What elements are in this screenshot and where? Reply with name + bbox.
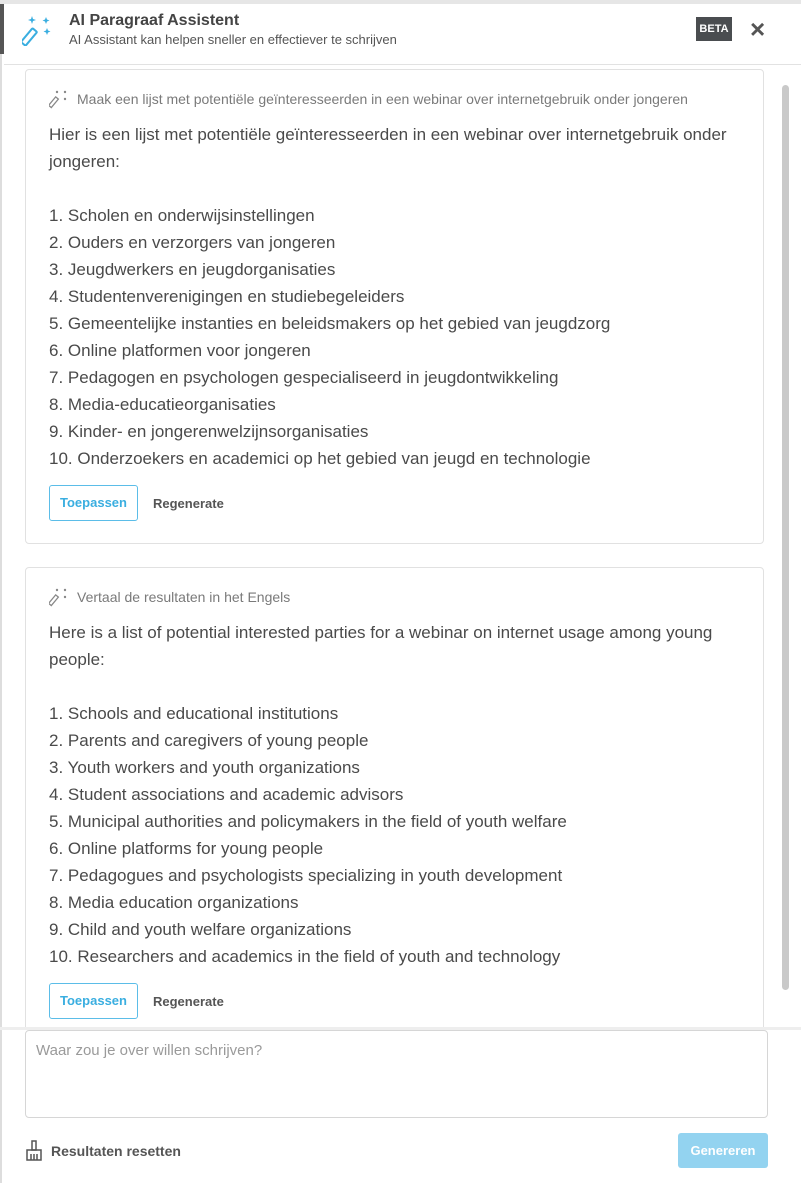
- result-card: [25, 567, 764, 1027]
- list-item: 6. Online platforms for young people: [49, 839, 324, 858]
- prompt-line: [49, 586, 741, 608]
- prompt-text: Maak een lijst met potentiële geïnteresseerden in een webinar over internetgebruik onder jongeren: [77, 91, 688, 107]
- prompt-input[interactable]: [25, 1030, 768, 1118]
- magic-wand-icon: [22, 14, 54, 46]
- list-item: 7. Pedagogen en psychologen gespecialiseerd in jeugdontwikkeling: [49, 368, 559, 387]
- beta-badge: BETA: [696, 17, 732, 41]
- list-item: 2. Ouders en verzorgers van jongeren: [49, 233, 336, 252]
- apply-button[interactable]: Toepassen: [49, 983, 138, 1019]
- list-item: 8. Media-educatieorganisaties: [49, 395, 276, 414]
- reset-results-button[interactable]: [24, 1140, 181, 1162]
- list-item: 6. Online platformen voor jongeren: [49, 341, 311, 360]
- regenerate-button[interactable]: Regenerate: [153, 495, 224, 511]
- list-item: 3. Youth workers and youth organizations: [49, 758, 360, 777]
- generate-button[interactable]: Genereren: [678, 1133, 768, 1168]
- panel-left-border: [0, 54, 2, 1183]
- result-card: [25, 69, 764, 544]
- list-item: 3. Jeugdwerkers en jeugdorganisaties: [49, 260, 336, 279]
- card-actions: [49, 983, 741, 1019]
- card-actions: [49, 485, 741, 521]
- scrollbar-thumb[interactable]: [782, 85, 789, 990]
- response-intro: Here is a list of potential interested parties for a webinar on internet usage among young people:: [49, 623, 713, 669]
- results-list[interactable]: [4, 65, 794, 1027]
- list-item: 5. Municipal authorities and policymakers in the field of youth welfare: [49, 812, 567, 831]
- apply-button[interactable]: Toepassen: [49, 485, 138, 521]
- close-icon[interactable]: ×: [750, 14, 766, 44]
- list-item: 10. Onderzoekers en academici op het gebied van jeugd en technologie: [49, 449, 591, 468]
- reset-label: Resultaten resetten: [51, 1143, 181, 1159]
- prompt-text: Vertaal de resultaten in het Engels: [77, 589, 291, 605]
- list-item: 8. Media education organizations: [49, 893, 299, 912]
- list-item: 2. Parents and caregivers of young people: [49, 731, 369, 750]
- magic-wand-icon: [49, 89, 69, 109]
- panel-subtitle: AI Assistant kan helpen sneller en effectiever te schrijven: [69, 32, 397, 47]
- broom-icon: [24, 1140, 44, 1162]
- response-text: [49, 619, 741, 970]
- list-item: 4. Student associations and academic advisors: [49, 785, 404, 804]
- panel-title: AI Paragraaf Assistent: [69, 12, 240, 29]
- magic-wand-icon: [49, 587, 69, 607]
- regenerate-button[interactable]: Regenerate: [153, 993, 224, 1009]
- panel-header: [4, 4, 801, 65]
- list-item: 9. Child and youth welfare organizations: [49, 920, 352, 939]
- list-item: 7. Pedagogues and psychologists specializing in youth development: [49, 866, 563, 885]
- response-intro: Hier is een lijst met potentiële geïnteresseerden in een webinar over internetgebruik onder jongeren:: [49, 125, 727, 171]
- list-item: 4. Studentenverenigingen en studiebegeleiders: [49, 287, 405, 306]
- list-item: 9. Kinder- en jongerenwelzijnsorganisaties: [49, 422, 369, 441]
- list-item: 5. Gemeentelijke instanties en beleidsmakers op het gebied van jeugdzorg: [49, 314, 611, 333]
- list-item: 10. Researchers and academics in the field of youth and technology: [49, 947, 561, 966]
- list-item: 1. Scholen en onderwijsinstellingen: [49, 206, 315, 225]
- prompt-line: [49, 88, 741, 110]
- list-item: 1. Schools and educational institutions: [49, 704, 339, 723]
- response-text: [49, 121, 741, 472]
